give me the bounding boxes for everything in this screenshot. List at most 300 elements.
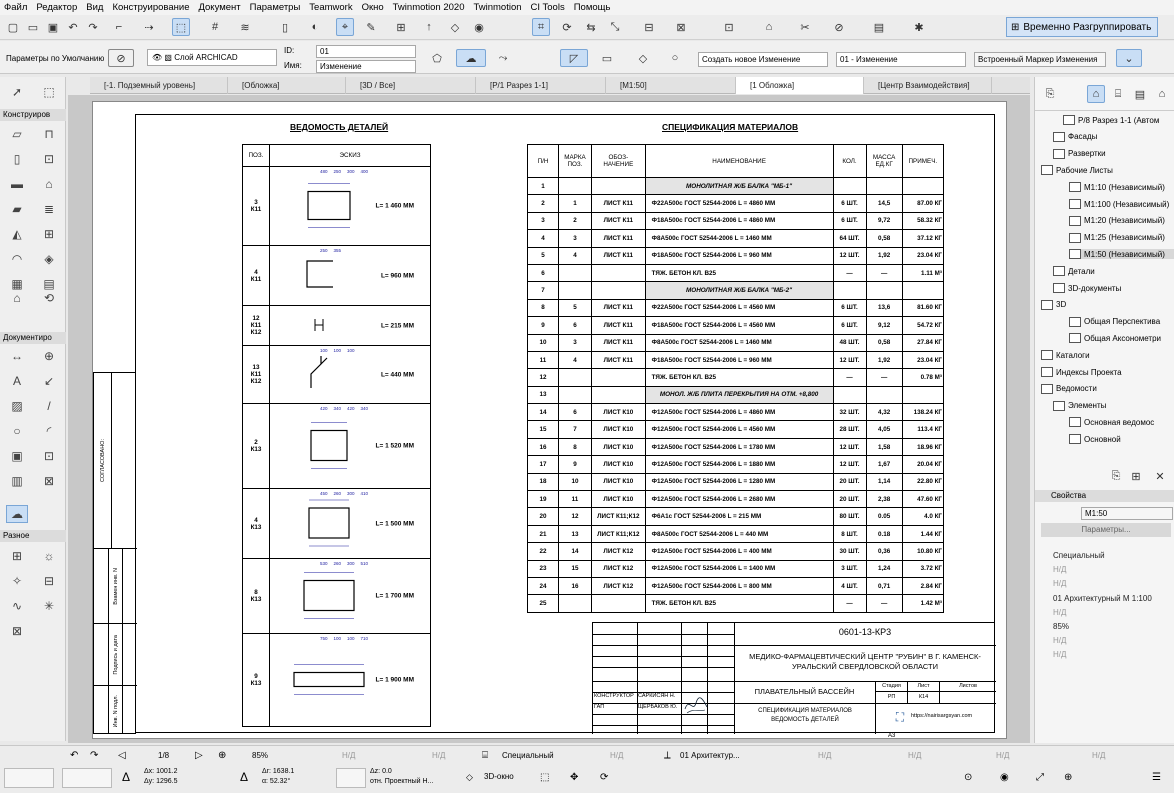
- spec-cell: 27.84 КГ: [902, 334, 943, 351]
- properties-header[interactable]: Свойства: [1035, 490, 1174, 502]
- spec-cell: МОНОЛИТНАЯ Ж/Б БАЛКА "МБ-1": [645, 178, 833, 195]
- selection-mode-icon[interactable]: ⬚: [172, 18, 190, 36]
- marquee-tool-icon[interactable]: ⬚: [43, 85, 55, 99]
- spec-row: [528, 473, 944, 490]
- spec-cell: 12 ШТ.: [833, 438, 866, 455]
- skylight-tool-icon[interactable]: ▤: [43, 277, 55, 291]
- spec-cell: Ф22А500с ГОСТ 52544-2006 L = 4860 ММ: [645, 195, 833, 212]
- sheet-format: А3: [888, 733, 896, 739]
- spec-cell: 113.4 КГ: [902, 421, 943, 438]
- navigator-item-icon: [1069, 249, 1081, 259]
- mesh-tool-icon[interactable]: ⟲: [43, 291, 55, 305]
- navigator-item[interactable]: [1069, 199, 1174, 209]
- detail-pos: 2 К13: [243, 404, 270, 489]
- column-tool-icon[interactable]: ▯: [13, 152, 21, 166]
- spec-cell: 6 ШТ.: [833, 212, 866, 229]
- distribute-icon[interactable]: ⊠: [676, 21, 686, 34]
- rotate-icon[interactable]: ⟳: [562, 21, 572, 34]
- navigator-item[interactable]: [1069, 434, 1174, 444]
- spec-cell: 14: [528, 404, 559, 421]
- line-tool-icon[interactable]: /: [47, 399, 51, 413]
- polygon-icon[interactable]: ⬠: [432, 52, 442, 65]
- spec-cell: [591, 264, 645, 281]
- spec-cell: 64 ШТ.: [833, 230, 866, 247]
- undo-view-icon[interactable]: ↶: [70, 750, 79, 761]
- spec-cell: Ф18А500с ГОСТ 52544-2006 L = 960 ММ: [645, 247, 833, 264]
- camera-icon[interactable]: ⊙: [964, 772, 973, 783]
- navigator-item[interactable]: [1041, 300, 1174, 310]
- spec-row: [528, 404, 944, 421]
- spec-col-name: НАИМЕНОВАНИЕ: [645, 145, 833, 178]
- navigator-item-icon: [1069, 417, 1081, 427]
- dimension-tool-icon[interactable]: ↔: [11, 349, 23, 363]
- navigator-item-icon: [1063, 115, 1075, 125]
- spec-cell: 1,58: [866, 438, 902, 455]
- settings-icon[interactable]: ⊞: [1131, 470, 1141, 483]
- property-row[interactable]: Н/Д: [1053, 607, 1067, 617]
- railing-tool-icon[interactable]: ⊞: [43, 227, 55, 241]
- shell-tool-icon[interactable]: ◠: [11, 252, 23, 266]
- spec-cell: 10.80 КГ: [902, 543, 943, 560]
- detail-length: L= 1 520 ММ: [375, 442, 414, 450]
- spec-cell: 12 ШТ.: [833, 351, 866, 368]
- 3d-view-icon[interactable]: ◇: [466, 772, 473, 782]
- property-row[interactable]: Н/Д: [1053, 579, 1067, 589]
- spec-row: [528, 178, 944, 195]
- fill-settings-icon[interactable]: ⊘: [108, 49, 134, 67]
- spec-cell: 3: [558, 230, 591, 247]
- lamp-tool-icon[interactable]: ☼: [43, 549, 55, 563]
- property-row[interactable]: Н/Д: [1053, 650, 1067, 660]
- spec-cell: 6: [558, 317, 591, 334]
- tab-m150[interactable]: [M1:50]: [606, 77, 736, 94]
- delete-icon[interactable]: ✕: [1155, 470, 1165, 483]
- marker-select[interactable]: Встроенный Маркер Изменения: [974, 52, 1106, 67]
- spec-cell: Ф8А500с ГОСТ 52544-2006 L = 1460 ММ: [645, 334, 833, 351]
- rectangle-icon[interactable]: ▭: [601, 52, 613, 65]
- spec-cell: ЛИСТ К10: [591, 421, 645, 438]
- spec-cell: ТЯЖ. БЕТОН КЛ. В25: [645, 595, 833, 612]
- spec-cell: [558, 595, 591, 612]
- group-icon[interactable]: ⊡: [724, 21, 734, 34]
- navigator-item[interactable]: [1069, 182, 1174, 192]
- spec-cell: ЛИСТ К10: [591, 473, 645, 490]
- fill-tool-icon[interactable]: ▨: [11, 399, 23, 413]
- trace-icon[interactable]: ⌖: [336, 18, 354, 36]
- spec-cell: 13: [558, 525, 591, 542]
- arrow-tool-icon[interactable]: ➚: [11, 85, 23, 99]
- status-nd-2: Н/Д: [432, 751, 446, 760]
- spec-cell: 7: [528, 282, 559, 299]
- level-dim-tool-icon[interactable]: ⊕: [43, 349, 55, 363]
- spec-cell: 1.11 М³: [902, 264, 943, 281]
- zone-tool-icon[interactable]: ⌂: [13, 291, 21, 305]
- align-icon[interactable]: ⊟: [644, 21, 654, 34]
- id-field[interactable]: 01: [316, 45, 416, 58]
- name-label: Имя:: [284, 61, 302, 70]
- spec-cell: 30 ШТ.: [833, 543, 866, 560]
- marker-icon[interactable]: ⌄: [1116, 49, 1142, 67]
- pen-set-icon[interactable]: ▯: [281, 21, 289, 34]
- reference-level[interactable]: отн. Проектный Н...: [370, 778, 434, 785]
- tab-section[interactable]: [P/1 Разрез 1-1]: [476, 77, 606, 94]
- cube-icon[interactable]: ⬚: [540, 772, 550, 783]
- roof-tool-icon[interactable]: ◭: [12, 227, 22, 241]
- navigator-item-icon: [1041, 384, 1053, 394]
- spline-tool-icon[interactable]: ∿: [11, 599, 23, 613]
- navigator-item-icon: [1041, 367, 1053, 377]
- spec-cell: 0.18: [866, 525, 902, 542]
- change-tool-icon[interactable]: ⊠: [43, 474, 55, 488]
- role-gap: ГАП: [594, 704, 605, 710]
- navigator-item[interactable]: [1041, 367, 1174, 377]
- view-set-icon[interactable]: ⌸: [482, 750, 488, 761]
- detail-row: [243, 346, 431, 404]
- layers-icon[interactable]: ≋: [240, 21, 250, 34]
- circle-icon[interactable]: ○: [671, 52, 679, 64]
- property-row[interactable]: 01 Архитектурный М 1:100: [1053, 593, 1152, 603]
- change-select[interactable]: Создать новое Изменение: [698, 52, 828, 67]
- navigator-item-icon: [1069, 182, 1081, 192]
- curtain-wall-tool-icon[interactable]: ▦: [11, 277, 23, 291]
- menu-6[interactable]: Teamwork: [309, 2, 353, 13]
- list-header: Лист: [917, 683, 930, 689]
- spec-cell: 2,38: [866, 491, 902, 508]
- measure-icon[interactable]: ✎: [366, 21, 376, 34]
- spec-cell: 37.12 КГ: [902, 230, 943, 247]
- menu-10[interactable]: CI Tools: [530, 2, 565, 13]
- grid-icon[interactable]: #: [211, 21, 219, 33]
- spec-cell: 4,05: [866, 421, 902, 438]
- spec-cell: 2: [528, 195, 559, 212]
- camera-tool-icon[interactable]: ⊠: [11, 624, 23, 638]
- spec-cell: 21: [528, 525, 559, 542]
- menu-8[interactable]: Twinmotion 2020: [392, 2, 465, 13]
- spec-cell: 4: [528, 230, 559, 247]
- spec-col-mass: МАССА ЕД.КГ: [866, 145, 902, 178]
- navigator-popup-icon[interactable]: ⎘: [1045, 87, 1055, 100]
- detail-pos: 13 К11 К12: [243, 346, 270, 404]
- scale-icon[interactable]: ⟂: [664, 750, 671, 761]
- save-icon[interactable]: ▣: [47, 21, 59, 34]
- spec-row: [528, 438, 944, 455]
- view-set-value[interactable]: Специальный: [502, 751, 554, 760]
- navigator-item[interactable]: [1069, 233, 1174, 243]
- zoom-icon[interactable]: ⊕: [218, 750, 227, 761]
- rotated-rect-icon[interactable]: ◇: [638, 52, 648, 65]
- spec-cell: 16: [558, 577, 591, 594]
- detail-length: L= 1 900 ММ: [375, 676, 414, 684]
- navigator-item[interactable]: [1041, 165, 1174, 175]
- detail-pos: 4 К11: [243, 246, 270, 306]
- spec-cell: 48 ШТ.: [833, 334, 866, 351]
- layer-select[interactable]: [147, 49, 277, 66]
- redo-view-icon[interactable]: ↷: [90, 750, 99, 761]
- explode-icon[interactable]: ✱: [914, 21, 924, 34]
- menu-9[interactable]: Twinmotion: [473, 2, 522, 13]
- navigator-item-icon: [1053, 149, 1065, 159]
- magic-wand-icon[interactable]: ⌗: [532, 18, 550, 36]
- layers-combo-icon[interactable]: ▤: [873, 21, 885, 34]
- spec-cell: 14: [558, 543, 591, 560]
- spec-cell: Ф12А500с ГОСТ 52544-2006 L = 1400 ММ: [645, 560, 833, 577]
- navigator-item[interactable]: [1053, 283, 1174, 293]
- spec-row: [528, 525, 944, 542]
- fit-window-icon[interactable]: ⤢: [1036, 772, 1044, 783]
- zoom-in-icon[interactable]: ⊕: [1064, 772, 1073, 783]
- navigator-item[interactable]: [1069, 216, 1174, 226]
- object-tool-icon[interactable]: ⌂: [45, 177, 53, 191]
- drawing-tool-icon[interactable]: ▣: [11, 449, 23, 463]
- cloud-icon[interactable]: ☁: [456, 49, 486, 67]
- navigator-item[interactable]: [1041, 350, 1174, 360]
- offset-icon[interactable]: ⤡: [610, 20, 620, 33]
- dim-label: 410: [360, 491, 369, 496]
- spec-cell: 3.72 КГ: [902, 560, 943, 577]
- 3d-cube-icon[interactable]: ◇: [450, 21, 460, 34]
- spline-icon[interactable]: ⤳: [498, 51, 508, 64]
- mirror-icon[interactable]: ⇆: [586, 21, 596, 34]
- company-logo-icon: ⛶: [895, 709, 905, 724]
- spec-row: [528, 317, 944, 334]
- col-pos: ПОЗ.: [243, 145, 270, 167]
- title-block: [592, 622, 995, 734]
- menu-0[interactable]: Файл: [4, 2, 28, 13]
- spec-cell: 6 ШТ.: [833, 317, 866, 334]
- menu-7[interactable]: Окно: [361, 2, 384, 13]
- grid-element-tool-icon[interactable]: ⊞: [11, 549, 23, 563]
- spec-cell: Ф12А500с ГОСТ 52544-2006 L = 400 ММ: [645, 543, 833, 560]
- pan-icon[interactable]: ✥: [570, 772, 579, 783]
- delta-icon: Δ: [122, 770, 131, 784]
- status-nd-6: Н/Д: [996, 751, 1010, 760]
- orbit-icon[interactable]: ⟳: [600, 772, 609, 783]
- arc-tool-icon[interactable]: ◜: [46, 424, 52, 438]
- details-schedule-table: [242, 144, 431, 727]
- view-map-icon[interactable]: ⌸: [1114, 87, 1122, 100]
- navigator-item[interactable]: [1053, 266, 1174, 276]
- navigator-item-label: Ведомости: [1056, 384, 1097, 394]
- layers-status-icon[interactable]: ☰: [1152, 772, 1161, 783]
- eye-icon: 👁: [152, 53, 163, 62]
- arrow-up-icon[interactable]: ↑: [426, 21, 432, 33]
- layout-book-icon[interactable]: ▤: [1134, 88, 1146, 101]
- navigator-item[interactable]: [1053, 149, 1174, 159]
- menu-3[interactable]: Конструирование: [112, 2, 190, 13]
- detail-pos: 12 К11 К12: [243, 306, 270, 346]
- name-field[interactable]: Изменение: [316, 60, 416, 73]
- 3d-window-button[interactable]: 3D-окно: [484, 772, 514, 781]
- spec-cell: 0,36: [866, 543, 902, 560]
- tab-layout-cover[interactable]: [1 Обложка]: [736, 77, 864, 94]
- view-icon[interactable]: ◐: [311, 21, 319, 33]
- info-box: [0, 41, 1174, 74]
- prev-page-icon[interactable]: ◁: [118, 750, 126, 761]
- undo-icon[interactable]: ↶: [68, 21, 78, 34]
- menu-11[interactable]: Помощь: [573, 2, 611, 13]
- tab-3d-all[interactable]: [3D / Все]: [346, 77, 476, 94]
- property-row[interactable]: 85%: [1053, 622, 1070, 631]
- tab-cover[interactable]: [Обложка]: [228, 77, 346, 94]
- spec-cell: ЛИСТ К12: [591, 577, 645, 594]
- polyline-tool-icon[interactable]: ✳: [43, 599, 55, 613]
- dim-label: 100: [320, 348, 328, 353]
- guide-toggle-icon[interactable]: [62, 768, 112, 788]
- navigator-item-label: M1:50 (Независимый): [1084, 249, 1165, 259]
- guide-line-icon[interactable]: ⇢: [144, 21, 154, 34]
- hotspot-tool-icon[interactable]: ✧: [11, 574, 23, 588]
- layer-combo-value[interactable]: 01 Архитектур...: [680, 751, 740, 760]
- spec-cell: ЛИСТ К12: [591, 560, 645, 577]
- change-value-field[interactable]: 01 - Изменение: [836, 52, 966, 67]
- spec-cell: МОНОЛИТНАЯ Ж/Б БАЛКА "МБ-2": [645, 282, 833, 299]
- menu-5[interactable]: Параметры: [249, 2, 301, 13]
- navigator-item[interactable]: [1063, 115, 1174, 125]
- spec-cell: [902, 282, 943, 299]
- wall-tool-icon[interactable]: ▱: [12, 127, 22, 141]
- navigator-item[interactable]: [1053, 401, 1174, 411]
- navigator-item[interactable]: [1069, 249, 1174, 259]
- wall-end-tool-icon[interactable]: ⊟: [43, 574, 55, 588]
- label-tool-icon[interactable]: ↙: [43, 374, 55, 388]
- spec-row: [528, 212, 944, 229]
- beam-tool-icon[interactable]: ▬: [11, 177, 23, 191]
- detail-pos: 4 К13: [243, 489, 270, 559]
- spec-cell: [558, 178, 591, 195]
- figure-tool-icon[interactable]: ⊡: [43, 449, 55, 463]
- spec-cell: [866, 386, 902, 403]
- spec-cell: 13,6: [866, 299, 902, 316]
- new-file-icon[interactable]: ▢: [7, 21, 19, 34]
- spec-cell: 9,72: [866, 212, 902, 229]
- property-row[interactable]: Н/Д: [1053, 636, 1067, 646]
- snap-mode-icon[interactable]: [4, 768, 54, 788]
- open-icon[interactable]: ▭: [27, 21, 39, 34]
- section-design[interactable]: Конструиров: [0, 109, 66, 121]
- split-icon[interactable]: ⊘: [834, 21, 844, 34]
- spec-cell: 19: [528, 491, 559, 508]
- spec-cell: [591, 282, 645, 299]
- zoom-value[interactable]: 85%: [252, 751, 269, 760]
- detail-sketch-cell: [270, 404, 431, 489]
- tab-underground[interactable]: [-1. Подземный уровень]: [90, 77, 228, 94]
- spec-cell: ТЯЖ. БЕТОН КЛ. В25: [645, 264, 833, 281]
- spec-cell: 0.78 М³: [902, 369, 943, 386]
- menu-4[interactable]: Документ: [198, 2, 241, 13]
- spec-cell: ТЯЖ. БЕТОН КЛ. В25: [645, 369, 833, 386]
- detail-length: L= 440 ММ: [380, 371, 414, 378]
- model-view-icon[interactable]: ⊞: [396, 21, 406, 34]
- new-item-icon[interactable]: ⎘: [1111, 469, 1121, 482]
- snap-icon[interactable]: ⌐: [115, 21, 123, 33]
- spec-cell: 4,32: [866, 404, 902, 421]
- navigator-item[interactable]: [1069, 333, 1174, 343]
- spec-cell: 12 ШТ.: [833, 247, 866, 264]
- navigator-item[interactable]: [1069, 317, 1174, 327]
- temporary-ungroup-button[interactable]: [1006, 17, 1158, 37]
- section-more[interactable]: Разное: [0, 530, 66, 542]
- project-map-icon[interactable]: ⌂: [1087, 85, 1105, 103]
- navigator-item-label: Развертки: [1068, 149, 1106, 159]
- circle-tool-icon[interactable]: ○: [13, 424, 21, 438]
- navigator-item[interactable]: [1053, 132, 1174, 142]
- menu-2[interactable]: Вид: [86, 2, 104, 13]
- col-sketch: ЭСКИЗ: [270, 145, 431, 167]
- navigator-item-label: Каталоги: [1056, 350, 1090, 360]
- spec-cell: 11: [558, 491, 591, 508]
- tab-collaboration[interactable]: [Центр Взаимодействия]: [864, 77, 992, 94]
- dim-label: 100: [333, 636, 342, 641]
- spec-cell: ЛИСТ К11: [591, 299, 645, 316]
- stair-tool-icon[interactable]: ≣: [43, 202, 55, 216]
- next-page-icon[interactable]: ▷: [195, 750, 203, 761]
- eye-view-icon[interactable]: ◉: [1000, 772, 1009, 783]
- navigator-item-icon: [1053, 132, 1065, 142]
- detail-length: L= 1 460 ММ: [375, 202, 414, 210]
- sheet-description: СПЕЦИФИКАЦИЯ МАТЕРИАЛОВ ВЕДОМОСТЬ ДЕТАЛЕЙ: [758, 708, 852, 723]
- detail-pos: 8 К13: [243, 559, 270, 634]
- render-icon[interactable]: ◉: [474, 21, 484, 34]
- detail-row: [243, 167, 431, 246]
- menu-1[interactable]: Редактор: [36, 2, 78, 13]
- detail-dims: [320, 561, 374, 566]
- spec-col-qty: КОЛ.: [833, 145, 866, 178]
- spec-row: [528, 543, 944, 560]
- text-tool-icon[interactable]: A: [12, 374, 21, 388]
- spec-cell: 10: [528, 334, 559, 351]
- publisher-icon[interactable]: ⌂: [1158, 88, 1166, 100]
- spec-cell: ЛИСТ К11: [591, 334, 645, 351]
- property-row[interactable]: Специальный: [1053, 551, 1105, 560]
- trim-icon[interactable]: ✂: [800, 21, 810, 34]
- line-type-icon[interactable]: [336, 768, 366, 788]
- properties-id-field[interactable]: M1:50: [1081, 507, 1173, 520]
- detail-dims: [320, 248, 347, 253]
- spec-cell: 23.04 КГ: [902, 247, 943, 264]
- morph-tool-icon[interactable]: ◈: [44, 252, 54, 266]
- spec-cell: [866, 178, 902, 195]
- navigator-item-icon: [1053, 283, 1065, 293]
- picture-tool-icon[interactable]: ▥: [11, 474, 23, 488]
- spec-cell: —: [833, 595, 866, 612]
- window-tool-icon[interactable]: ⊡: [43, 152, 55, 166]
- navigator-item-icon: [1041, 165, 1053, 175]
- navigator-item-label: Элементы: [1068, 401, 1107, 411]
- delta-y: Δy: 1296.5: [144, 778, 178, 785]
- spec-cell: 0,71: [866, 577, 902, 594]
- navigator-item[interactable]: [1069, 417, 1174, 427]
- door-tool-icon[interactable]: ⊓: [44, 127, 54, 141]
- navigator-item[interactable]: [1041, 384, 1174, 394]
- slab-tool-icon[interactable]: ▰: [12, 202, 22, 216]
- polar-delta-icon: Δ: [240, 770, 249, 784]
- spec-cell: 8 ШТ.: [833, 525, 866, 542]
- sign-date-label: Подпись и дата: [112, 635, 119, 675]
- properties-settings-button[interactable]: Параметры...: [1041, 523, 1171, 537]
- revision-cloud-tool-icon[interactable]: ☁: [6, 505, 28, 523]
- navigator-item-icon: [1069, 216, 1081, 226]
- spec-cell: 1: [528, 178, 559, 195]
- spec-cell: 25: [528, 595, 559, 612]
- property-row[interactable]: Н/Д: [1053, 565, 1067, 575]
- navigator-item-label: M1:20 (Независимый): [1084, 216, 1165, 226]
- geometry-polygon-icon[interactable]: ◸: [560, 49, 588, 67]
- page-indicator: 1/8: [158, 751, 170, 760]
- section-document[interactable]: Документиро: [0, 332, 66, 344]
- standard-toolbar: [0, 15, 1174, 40]
- lock-icon[interactable]: ⌂: [765, 21, 773, 33]
- redo-icon[interactable]: ↷: [88, 21, 98, 34]
